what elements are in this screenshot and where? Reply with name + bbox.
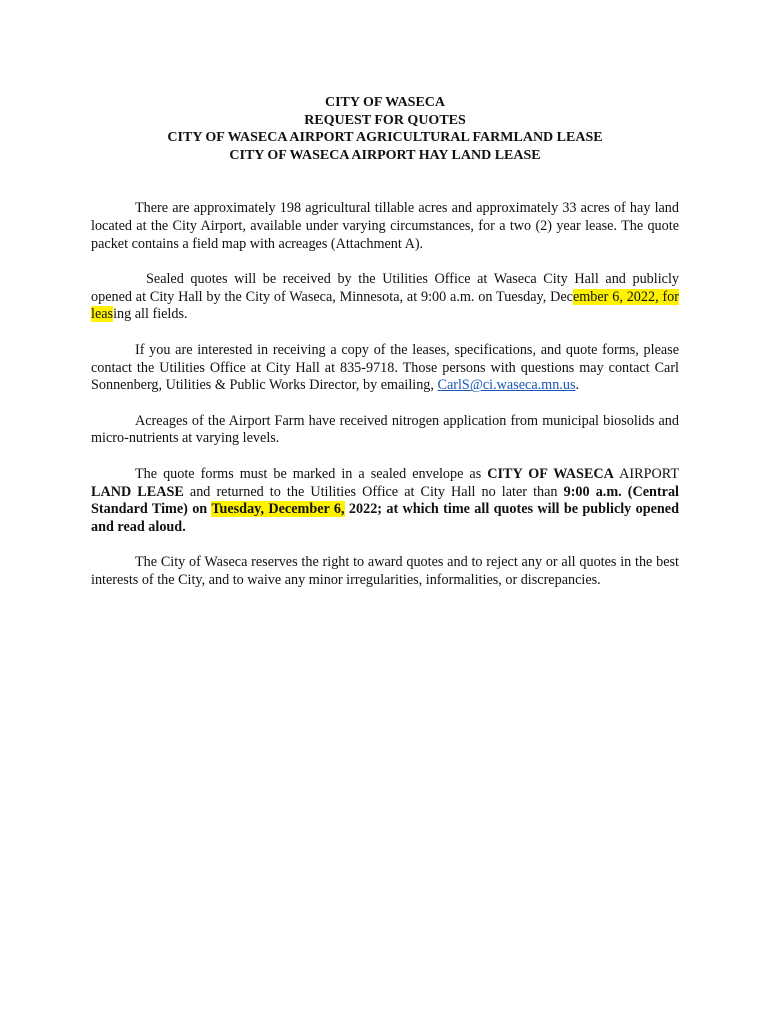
quote-forms-bold-time: 9:00 a.m. (Central Standard Time) on <box>91 483 679 518</box>
quote-forms-bold-date-highlight: Tuesday, December 6, <box>211 501 345 518</box>
title-line-hay-lease: CITY OF WASECA AIRPORT HAY LAND LEASE <box>229 147 541 163</box>
quote-forms-text-3: and returned to the Utilities Office at City Hall no later than <box>183 483 564 500</box>
document-title <box>91 94 679 164</box>
document-page <box>91 94 679 608</box>
paragraph-nitrogen <box>91 413 679 449</box>
quote-forms-bold-end: 2022; at which time all quotes will be publicly opened and read aloud. <box>91 501 679 536</box>
sealed-quotes-text-end: ing all fields. <box>113 306 188 323</box>
nitrogen-text: Acreages of the Airport Farm have received nitrogen application from municipal biosolids and micro-nutrients at varying levels. <box>91 412 679 447</box>
title-line-city: CITY OF WASECA <box>324 95 446 110</box>
sealed-quotes-highlight: ember 6, 2022, for leas <box>91 288 679 323</box>
paragraph-reserves-right <box>91 554 679 590</box>
quote-forms-text-1: The quote forms must be marked in a sealed envelope as <box>135 465 488 482</box>
paragraph-acreage <box>91 200 679 253</box>
contact-text: If you are interested in receiving a copy of the leases, specifications, and quote forms, please contact the Utilities Office at City Hall at 835-9718. Those persons with questions may contact Carl Sonnenberg, Utilities & Public Works Director, by emailing, <box>91 341 679 394</box>
title-line-request: REQUEST FOR QUOTES <box>304 112 466 128</box>
email-link[interactable]: CarlS@ci.waseca.mn.us <box>437 377 576 394</box>
paragraph-sealed-quotes <box>91 271 679 324</box>
quote-forms-bold-land-lease: LAND LEASE <box>91 483 184 500</box>
reserves-right-text: The City of Waseca reserves the right to award quotes and to reject any or all quotes in the best interests of the City, and to waive any minor irregularities, informalities, or discrepancies. <box>91 554 679 589</box>
paragraph-contact <box>91 342 679 395</box>
sealed-quotes-text: Sealed quotes will be received by the Utilities Office at Waseca City Hall and publicly opened at City Hall by the City of Waseca, Minnesota, at 9:00 a.m. on Tuesday, Dec <box>91 270 679 305</box>
title-line-farmland-lease: CITY OF WASECA AIRPORT AGRICULTURAL FARMLAND LEASE <box>167 130 603 145</box>
quote-forms-bold-city: CITY OF WASECA <box>487 465 614 482</box>
paragraph-acreage-text: There are approximately 198 agricultural tillable acres and approximately 33 acres of hay land located at the City Airport, available under varying circumstances, for a two (2) year lease. The quote packet contains a field map with acreages (Attachment A). <box>91 200 679 252</box>
paragraph-quote-forms <box>91 466 679 537</box>
contact-text-end: . <box>575 377 580 394</box>
quote-forms-text-2: AIRPORT <box>613 465 679 482</box>
